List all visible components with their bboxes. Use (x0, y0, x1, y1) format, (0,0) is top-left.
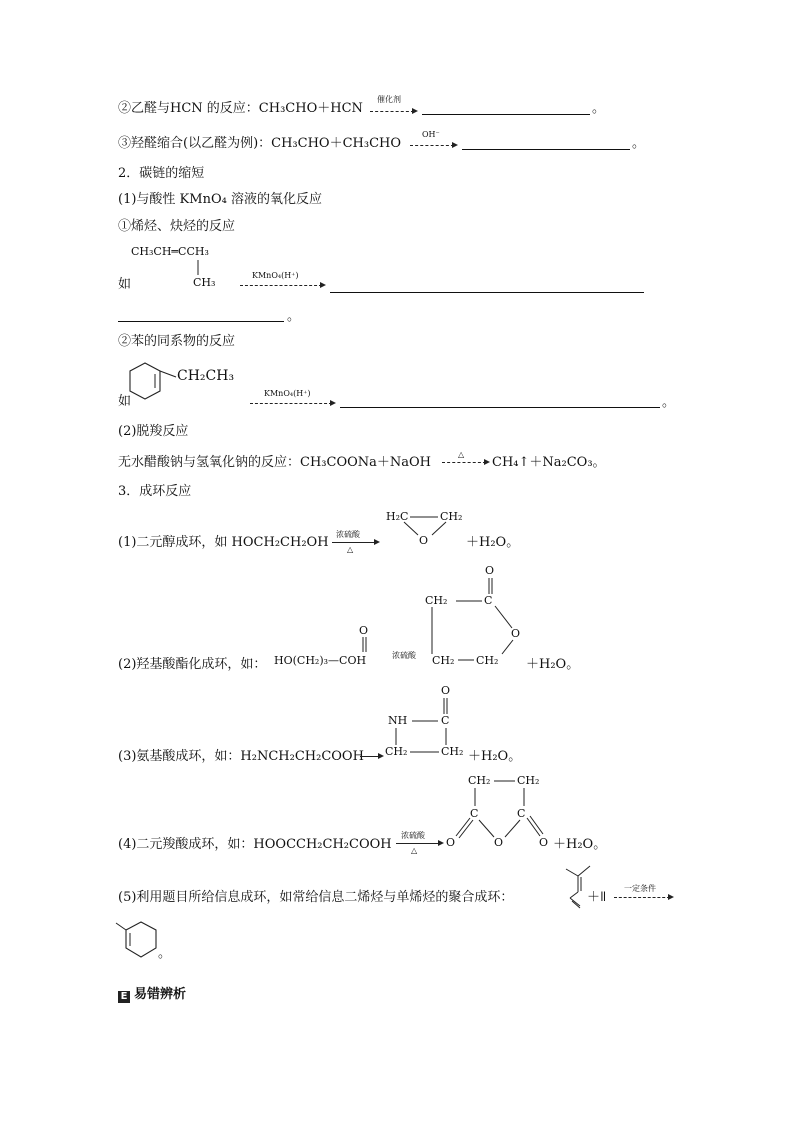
lactam-nh: NH (388, 714, 408, 727)
anhydride-end: ＋H₂O。 (553, 837, 607, 852)
diol-cond-bottom: △ (347, 545, 354, 554)
diol-end: ＋H₂O。 (466, 535, 520, 550)
aldol-end: 。 (632, 136, 646, 151)
lactone-carbonyl-o: O (485, 564, 495, 577)
lactone-ring-o: O (511, 627, 521, 640)
hcn-text: ②乙醛与HCN 的反应：CH₃CHO＋HCN (118, 101, 363, 116)
lactam-carbonyl-o: O (441, 684, 451, 697)
footer-badge-icon: E (118, 991, 130, 1003)
epoxide-ch2: CH₂ (440, 510, 463, 523)
anhydride-cond-bottom: △ (411, 846, 418, 855)
diol-text: (1)二元醇成环，如 HOCH₂CH₂OH (118, 535, 329, 550)
lactam-ch2-left: CH₂ (385, 745, 408, 758)
lactam-carbonyl-c: C (441, 714, 450, 727)
section-2-2-heading: (2)脱羧反应 (118, 424, 189, 439)
anhydride-c-left: C (470, 807, 479, 820)
decarb-text: 无水醋酸钠与氢氧化钠的反应：CH₃COONa＋NaOH (118, 455, 432, 470)
lactone-ch2-bottom-right: CH₂ (476, 654, 499, 667)
lactone-ch2-top: CH₂ (425, 594, 448, 607)
section-2-heading: 2．碳链的缩短 (118, 166, 205, 181)
alkene-methyl: CH₃ (193, 276, 216, 289)
lactam-ch2-right: CH₂ (441, 745, 464, 758)
hcn-end: 。 (592, 101, 606, 116)
anhydride-text: (4)二元羧酸成环，如：HOOCCH₂CH₂COOH (118, 837, 392, 852)
kmno4-condition-1: KMnO₄(H⁺) (252, 271, 299, 280)
section-2-1a-heading: ①烯烃、炔烃的反应 (118, 219, 236, 234)
anhydride-cond-top: 浓硫酸 (401, 831, 425, 840)
lactone-text: (2)羟基酸酯化成环，如： (118, 657, 267, 672)
lactam-end: ＋H₂O。 (468, 749, 522, 764)
decarb-condition: △ (458, 450, 465, 459)
aldol-condition: OH⁻ (422, 130, 440, 139)
lactone-condition: 浓硫酸 (392, 651, 416, 660)
epoxide-h2c: H₂C (386, 510, 409, 523)
diels-alder-text: (5)利用题目所给信息成环，如常给信息二烯烃与单烯烃的聚合成环： (118, 890, 514, 905)
decarb-products: CH₄↑＋Na₂CO₃。 (492, 455, 606, 470)
section-2-1-heading: (1)与酸性 KMnO₄ 溶液的氧化反应 (118, 192, 322, 207)
anhydride-c-right: C (517, 807, 526, 820)
anhydride-o-right: O (539, 836, 549, 849)
anhydride-o-left: O (446, 836, 456, 849)
alkene-formula: CH₃CH═CCH₃ (131, 245, 209, 258)
lactone-ch2-bottom-left: CH₂ (432, 654, 455, 667)
anhydride-ch2-left: CH₂ (468, 774, 491, 787)
lactone-end: ＋H₂O。 (526, 657, 580, 672)
anhydride-ring-o: O (494, 836, 504, 849)
benzene-end: 。 (662, 395, 676, 410)
diels-alder-condition: 一定条件 (624, 884, 656, 893)
ethyl-group: CH₂CH₃ (177, 368, 235, 384)
diol-cond-top: 浓硫酸 (336, 530, 360, 539)
lactam-text: (3)氨基酸成环，如：H₂NCH₂CH₂COOH (118, 749, 364, 764)
footer-label: 易错辨析 (134, 987, 187, 1002)
lactone-carbonyl-c: C (484, 594, 493, 607)
hcn-condition: 催化剂 (377, 95, 401, 104)
anhydride-ch2-right: CH₂ (517, 774, 540, 787)
diels-alder-end: 。 (158, 946, 172, 961)
alkene-end: 。 (287, 309, 301, 324)
lactone-reactant: HO(CH₂)₃—COH (274, 654, 367, 667)
aldol-text: ③羟醛缩合(以乙醛为例)：CH₃CHO＋CH₃CHO (118, 136, 402, 151)
lactone-reactant-o: O (359, 624, 369, 637)
epoxide-o: O (419, 534, 429, 547)
kmno4-condition-2: KMnO₄(H⁺) (264, 389, 311, 398)
footer-heading (118, 987, 186, 1003)
ru-label-2: 如 (118, 394, 132, 409)
section-3-heading: 3．成环反应 (118, 484, 192, 499)
dienophile: ＋ǁ (587, 890, 607, 905)
ru-label-1: 如 (118, 277, 132, 292)
section-2-1b-heading: ②苯的同系物的反应 (118, 334, 236, 349)
